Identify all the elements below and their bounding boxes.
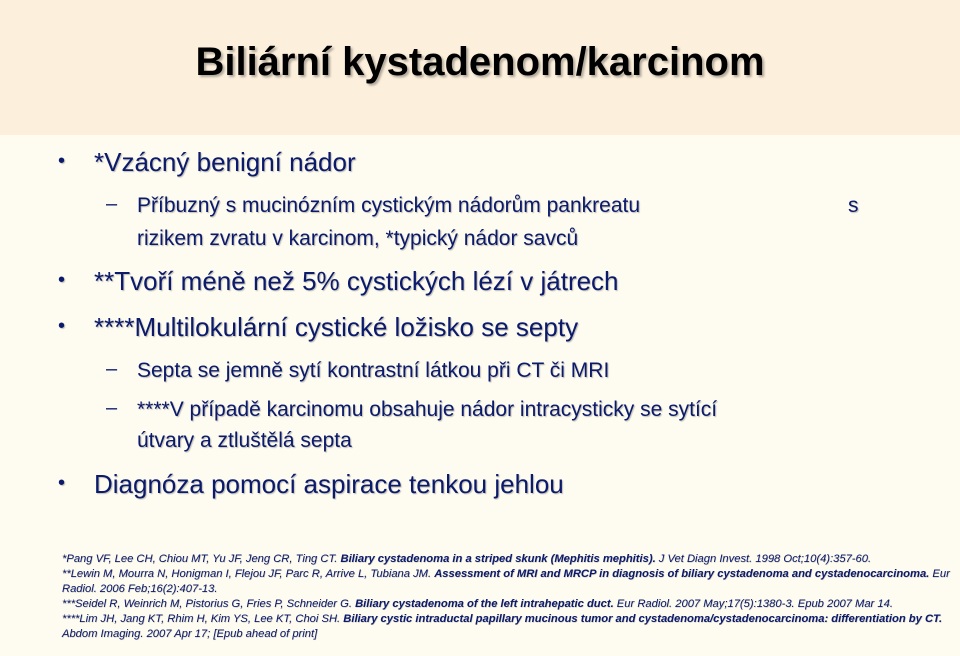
dash-marker: – <box>106 397 118 419</box>
bullet-marker: • <box>58 150 66 172</box>
sub-bullet-1-line-1: Příbuzný s mucinózním cystickým nádorům pankreatu <box>137 194 641 217</box>
sub-bullet-3-1: Septa se jemně sytí kontrastní látkou při CT či MRI <box>137 359 610 382</box>
reference-4: ****Lim JH, Jang KT, Rhim H, Kim YS, Lee KT, Choi SH. Biliary cystic intraductal papillary mucinous tumor and cystadenoma/cystadenocarcinoma: differentiation by CT. Abdom Imaging. 2007 Apr 17; [Epub ahead of print] <box>62 613 943 641</box>
dash-marker: – <box>106 193 118 215</box>
sub-bullet-3-2-line-1: ****V případě karcinomu obsahuje nádor intracysticky se sytící <box>137 398 718 421</box>
sub-bullet-1-line-2: rizikem zvratu v karcinom, *typický nádor savců <box>137 227 579 250</box>
references <box>62 552 952 643</box>
bullet-2: **Tvoří méně než 5% cystických lézí v játrech <box>94 266 619 296</box>
bullet-marker: • <box>58 269 66 291</box>
reference-3: ***Seidel R, Weinrich M, Pistorius G, Fries P, Schneider G. Biliary cystadenoma of the left intrahepatic duct. Eur Radiol. 2007 May;17(5):1380-3. Epub 2007 Mar 14. <box>62 598 893 611</box>
reference-1: *Pang VF, Lee CH, Chiou MT, Yu JF, Jeng CR, Ting CT. Biliary cystadenoma in a striped skunk (Mephitis mephitis). J Vet Diagn Invest. 1998 Oct;10(4):357-60. <box>62 553 872 565</box>
dash-marker: – <box>106 358 118 380</box>
bullet-3: ****Multilokulární cystické ložisko se septy <box>94 312 579 342</box>
bullet-4: Diagnóza pomocí aspirace tenkou jehlou <box>94 469 564 499</box>
sub-bullet-1-tail: s <box>848 194 859 217</box>
reference-2: **Lewin M, Mourra N, Honigman I, Flejou JF, Parc R, Arrive L, Tubiana JM. Assessment of MRI and MRCP in diagnosis of biliary cystadenoma and cystadenocarcinoma. Eur Radiol. 2006 Feb;16(2):407-13. <box>62 568 950 596</box>
sub-bullet-3-2-line-2: útvary a ztluštělá septa <box>137 429 352 452</box>
bullet-1: *Vzácný benigní nádor <box>94 147 356 177</box>
bullet-marker: • <box>58 472 66 494</box>
slide-title: Biliární kystadenom/karcinom <box>195 40 765 84</box>
bullet-marker: • <box>58 315 66 337</box>
